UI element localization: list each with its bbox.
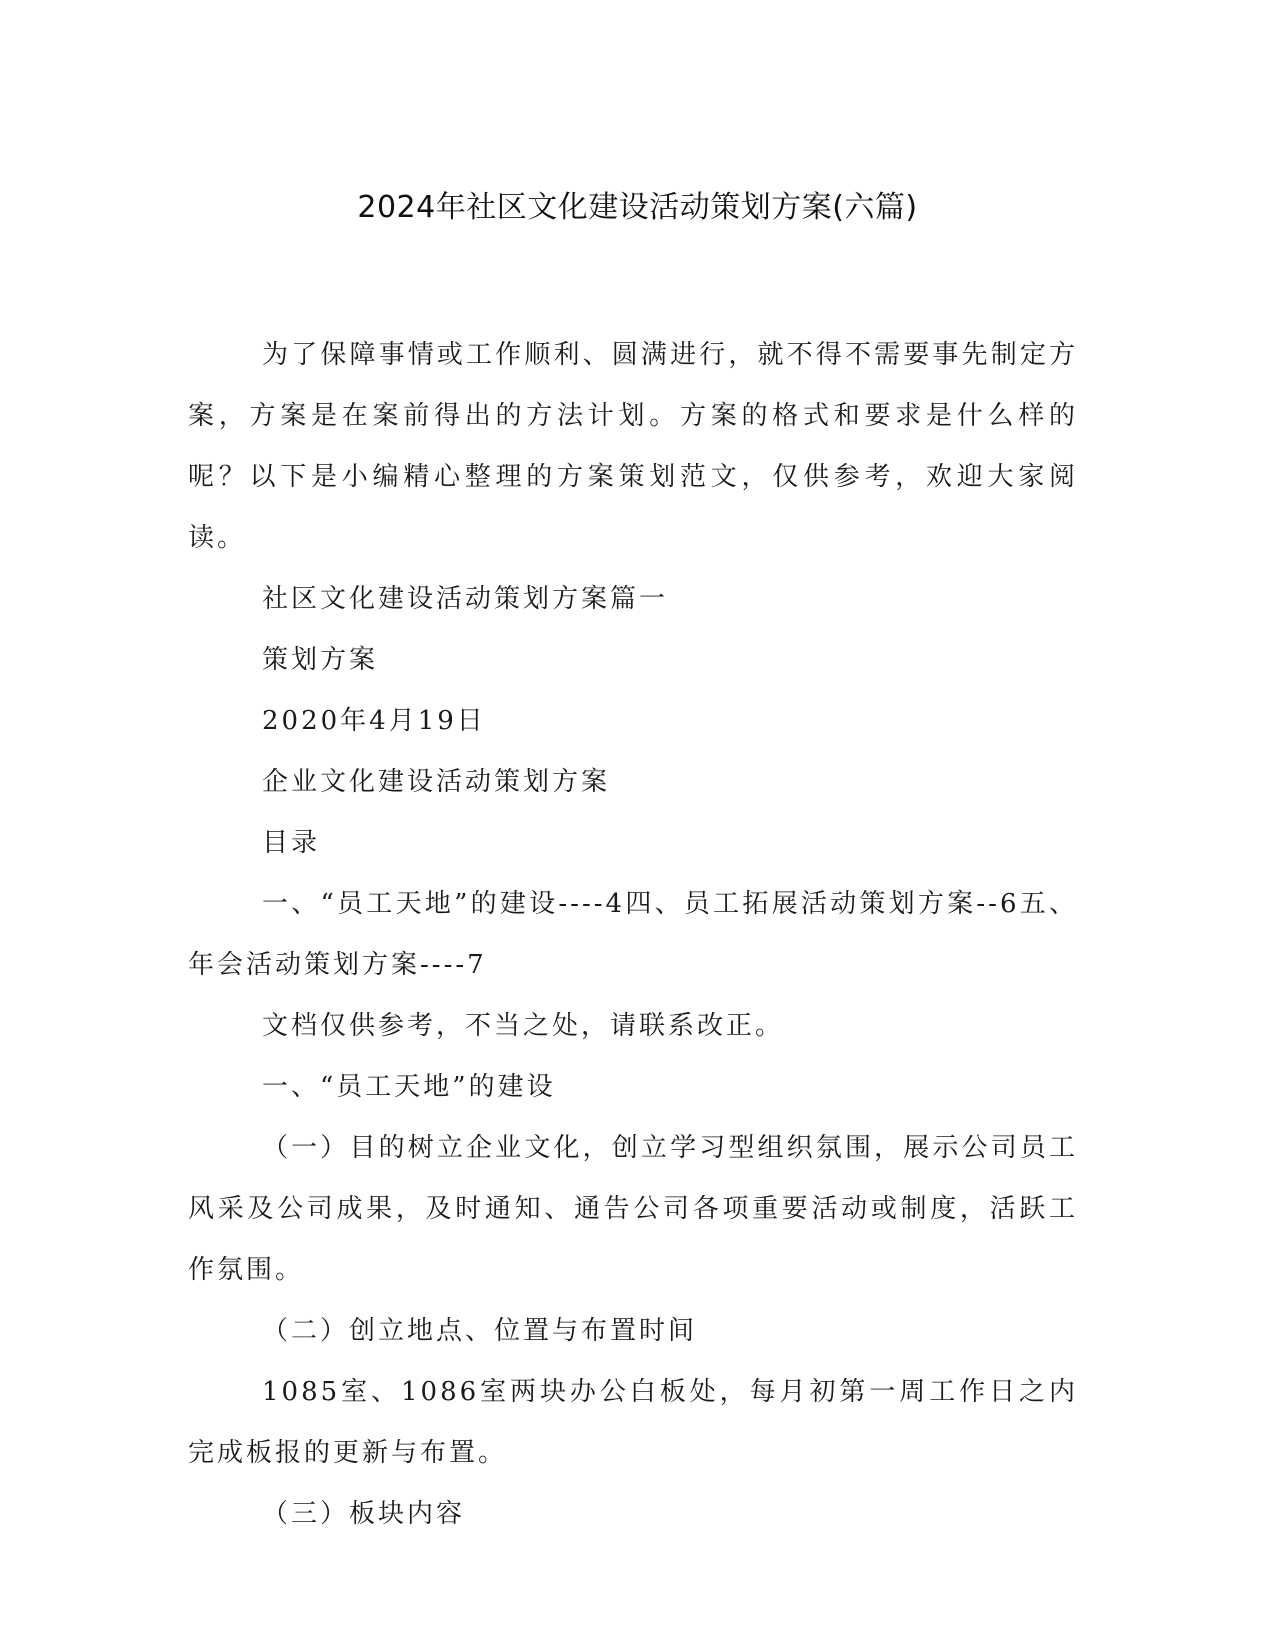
document-title: 2024年社区文化建设活动策划方案(六篇) — [357, 190, 918, 225]
intro-paragraph: 为了保障事情或工作顺利、圆满进行，就不得不需要事先制定方案，方案是在案前得出的方法计划。方案的格式和要求是什么样的呢？以下是小编精心整理的方案策划范文，仅供参考，欢迎大家阅读。 — [188, 340, 1078, 553]
purpose-paragraph: （一）目的树立企业文化，创立学习型组织氛围，展示公司员工风采及公司成果，及时通知、通告公司各项重要活动或制度，活跃工作氛围。 — [188, 1133, 1078, 1285]
section-heading-staff-corner: 一、“员工天地”的建设 — [262, 1072, 556, 1102]
plan-subtitle: 企业文化建设活动策划方案 — [262, 767, 611, 797]
reference-note: 文档仅供参考，不当之处，请联系改正。 — [262, 1011, 785, 1041]
table-of-contents-entries: 一、“员工天地”的建设----4四、员工拓展活动策划方案--6五、年会活动策划方案----7 — [188, 889, 1078, 980]
date-line: 2020年4月19日 — [262, 706, 486, 736]
document-body — [188, 325, 1078, 1545]
content-heading: （三）板块内容 — [262, 1499, 466, 1529]
location-paragraph: 1085室、1086室两块办公白板处，每月初第一周工作日之内完成板报的更新与布置。 — [188, 1377, 1078, 1468]
section-heading-part-one: 社区文化建设活动策划方案篇一 — [262, 584, 669, 614]
location-heading: （二）创立地点、位置与布置时间 — [262, 1316, 698, 1346]
plan-label: 策划方案 — [262, 645, 379, 675]
table-of-contents-heading: 目录 — [262, 828, 321, 858]
